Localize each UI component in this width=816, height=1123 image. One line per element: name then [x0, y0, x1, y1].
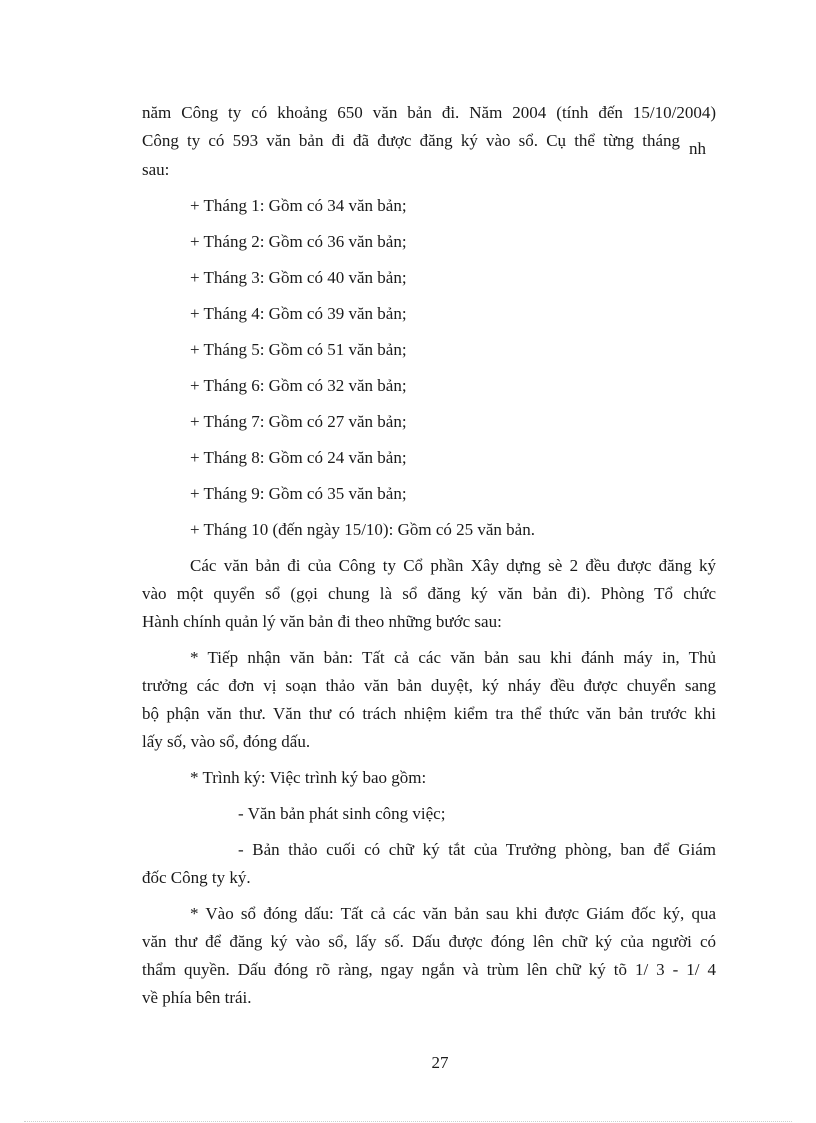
list-item: + Tháng 5: Gồm có 51 văn bản; [190, 340, 407, 359]
list-item: - Bản thảo cuối có chữ ký tắt của Trưởng phòng, ban để Giám [238, 840, 716, 859]
list-item: + Tháng 2: Gồm có 36 văn bản; [190, 232, 407, 251]
list-item: + Tháng 8: Gồm có 24 văn bản; [190, 448, 407, 467]
paragraph-line: năm Công ty có khoảng 650 văn bản đi. Năm 2004 (tính đến 15/10/2004) [142, 103, 716, 122]
list-item: + Tháng 9: Gồm có 35 văn bản; [190, 484, 407, 503]
paragraph-line: Hành chính quản lý văn bản đi theo những bước sau: [142, 612, 502, 631]
list-item: + Tháng 3: Gồm có 40 văn bản; [190, 268, 407, 287]
paragraph-line: về phía bên trái. [142, 988, 252, 1007]
list-item: - Văn bản phát sinh công việc; [238, 804, 446, 823]
paragraph-fragment: nh [689, 139, 706, 158]
paragraph-line: thẩm quyền. Dấu đóng rõ ràng, ngay ngắn và trùm lên chữ ký tõ 1/ 3 - 1/ 4 [142, 960, 716, 979]
paragraph-line: Công ty có 593 văn bản đi đã được đăng ký vào sổ. Cụ thể từng tháng [142, 131, 680, 150]
list-item: + Tháng 7: Gồm có 27 văn bản; [190, 412, 407, 431]
paragraph-line: * Tiếp nhận văn bản: Tất cả các văn bản sau khi đánh máy in, Thủ [190, 648, 716, 667]
page-bottom-divider [24, 1121, 792, 1122]
paragraph-line: Các văn bản đi của Công ty Cổ phần Xây dựng sè 2 đều được đăng ký [190, 556, 716, 575]
list-item: + Tháng 6: Gồm có 32 văn bản; [190, 376, 407, 395]
paragraph-line: bộ phận văn thư. Văn thư có trách nhiệm kiểm tra thể thức văn bản trước khi [142, 704, 716, 723]
paragraph-line: * Trình ký: Việc trình ký bao gồm: [190, 768, 427, 787]
list-item: + Tháng 4: Gồm có 39 văn bản; [190, 304, 407, 323]
paragraph-line: trưởng các đơn vị soạn thảo văn bản duyệt, ký nháy đều được chuyển sang [142, 676, 716, 695]
paragraph-line: sau: [142, 160, 170, 179]
paragraph-line: đốc Công ty ký. [142, 868, 251, 887]
list-item: + Tháng 10 (đến ngày 15/10): Gồm có 25 văn bản. [190, 520, 535, 539]
paragraph-line: văn thư để đăng ký vào sổ, lấy số. Dấu được đóng lên chữ ký của người có [142, 932, 716, 951]
paragraph-line: lấy số, vào sổ, đóng dấu. [142, 732, 311, 751]
list-item: + Tháng 1: Gồm có 34 văn bản; [190, 196, 407, 215]
paragraph-line: vào một quyển sổ (gọi chung là sổ đăng ký văn bản đi). Phòng Tổ chức [142, 584, 716, 603]
page-number: 27 [431, 1053, 449, 1072]
paragraph-line: * Vào sổ đóng dấu: Tất cả các văn bản sau khi được Giám đốc ký, qua [190, 904, 716, 923]
